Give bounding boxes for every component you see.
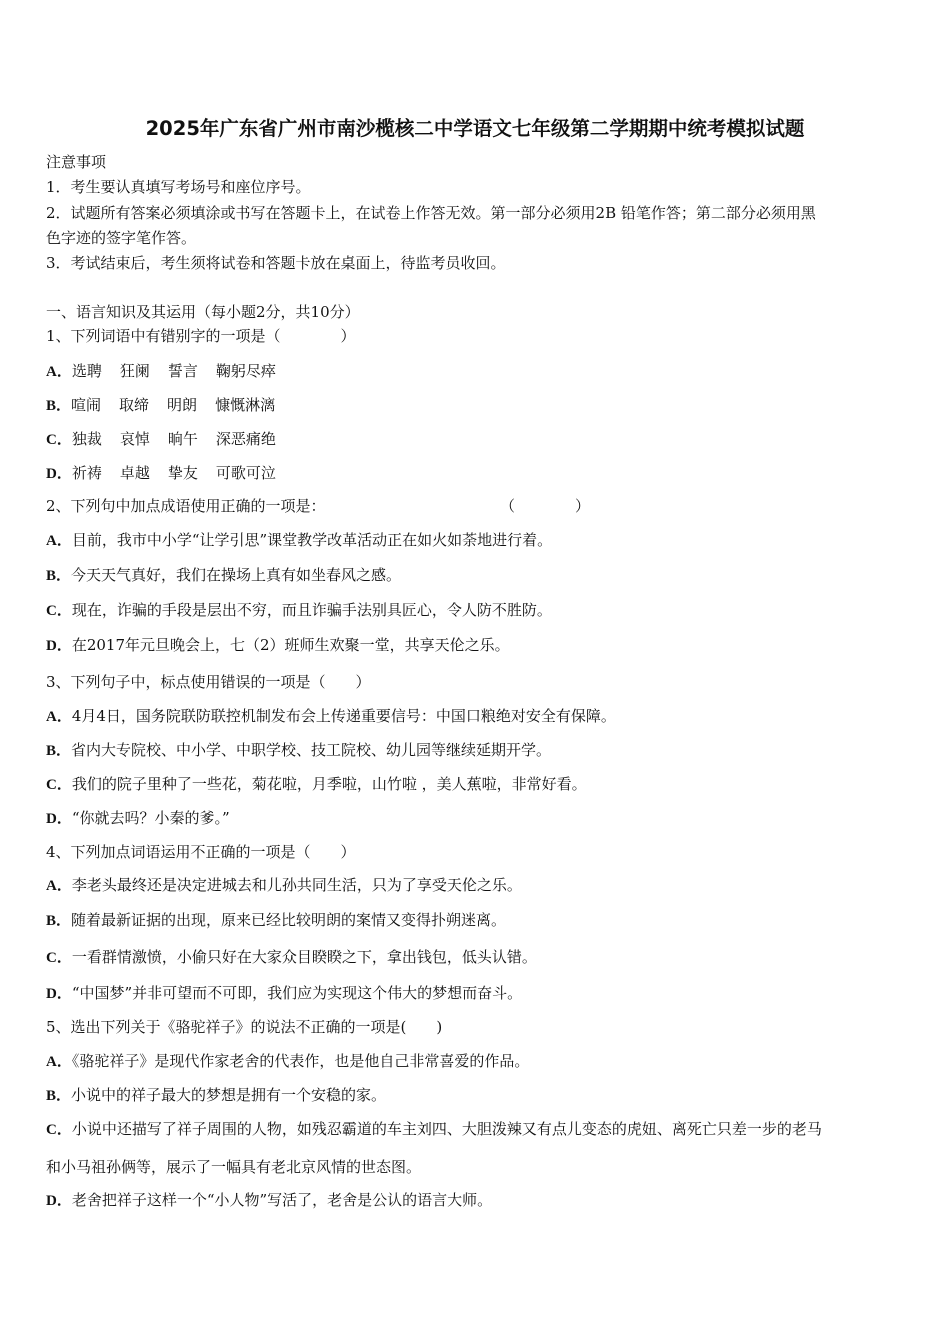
option-letter: D． xyxy=(46,811,72,827)
notice-heading: 注意事项 xyxy=(46,153,107,171)
option-word: 晌午 xyxy=(167,430,198,448)
option-row xyxy=(46,983,522,1004)
option-text: 目前，我市中小学“让学引思”课堂教学改革活动正在如火如荼地进行着。 xyxy=(71,531,553,549)
option-letter: D． xyxy=(46,466,72,482)
notice-item: 3．考试结束后，考生须将试卷和答题卡放在桌面上，待监考员收回。 xyxy=(46,254,506,272)
option-row xyxy=(46,706,616,727)
option-row xyxy=(46,635,510,656)
option-word: 深恶痛绝 xyxy=(215,430,276,448)
option-word: 选聘 xyxy=(71,362,102,380)
question-stem: 4、下列加点词语运用不正确的一项是（ ） xyxy=(46,843,356,861)
option-word: 卓越 xyxy=(119,464,150,482)
option-text: 《骆驼祥子》是现代作家老舍的代表作，也是他自己非常喜爱的作品。 xyxy=(71,1052,530,1070)
question-stem: 5、选出下列关于《骆驼祥子》的说法不正确的一项是( ) xyxy=(46,1018,443,1036)
option-word: 鞠躬尽瘁 xyxy=(215,362,276,380)
notice-item: 色字迹的签字笔作答。 xyxy=(46,229,197,247)
question-stem-text: 2、下列句中加点成语使用正确的一项是： xyxy=(46,497,326,515)
option-letter: B． xyxy=(46,743,72,759)
question-stem: 3、下列句子中，标点使用错误的一项是（ ） xyxy=(46,673,371,691)
option-word: 独裁 xyxy=(71,430,102,448)
option-word: 取缔 xyxy=(119,396,150,414)
notice-item: 2．试题所有答案必须填涂或书写在答题卡上，在试卷上作答无效。第一部分必须用2B 铅笔作答；第二部分必须用黑 xyxy=(46,204,816,222)
question-stem: 1、下列词语中有错别字的一项是（ ） xyxy=(46,327,356,345)
option-row xyxy=(46,361,276,382)
option-letter: B． xyxy=(46,913,72,929)
option-row xyxy=(46,740,551,761)
option-word: 祈祷 xyxy=(71,464,102,482)
option-word: 挚友 xyxy=(167,464,198,482)
option-text: 今天天气真好，我们在操场上真有如坐春风之感。 xyxy=(71,566,402,584)
option-word: 誓言 xyxy=(167,362,198,380)
option-row xyxy=(46,600,552,621)
option-letter: A． xyxy=(46,533,72,549)
option-letter: A． xyxy=(46,878,72,894)
option-row xyxy=(46,565,401,586)
option-text: 省内大专院校、中小学、中职学校、技工院校、幼儿园等继续延期开学。 xyxy=(71,741,552,759)
option-row xyxy=(46,774,587,795)
option-word: 哀悼 xyxy=(119,430,150,448)
option-letter: C． xyxy=(46,777,72,793)
option-letter: C． xyxy=(46,1122,72,1138)
option-row xyxy=(46,1085,386,1106)
section-heading: 一、语言知识及其运用（每小题2分，共10分） xyxy=(46,303,360,321)
option-text: 李老头最终还是决定进城去和儿孙共同生活，只为了享受天伦之乐。 xyxy=(71,876,522,894)
option-row xyxy=(46,463,276,484)
option-letter: A． xyxy=(46,364,72,380)
notice-item: 1．考生要认真填写考场号和座位序号。 xyxy=(46,178,311,196)
option-word: 狂阑 xyxy=(119,362,150,380)
option-row xyxy=(46,808,230,829)
option-letter: D． xyxy=(46,986,72,1002)
option-row xyxy=(46,1051,529,1072)
option-letter: B． xyxy=(46,568,72,584)
option-letter: A． xyxy=(46,709,72,725)
option-letter: C． xyxy=(46,603,72,619)
option-text: 在2017年元旦晚会上，七（2）班师生欢聚一堂，共享天伦之乐。 xyxy=(71,636,510,654)
option-text: 现在，诈骗的手段是层出不穷，而且诈骗手法别具匠心，令人防不胜防。 xyxy=(71,601,552,619)
option-row xyxy=(46,875,522,896)
option-text: “中国梦”并非可望而不可即，我们应为实现这个伟大的梦想而奋斗。 xyxy=(71,984,523,1002)
option-word: 可歌可泣 xyxy=(215,464,276,482)
option-letter: A． xyxy=(46,1054,72,1070)
option-row xyxy=(46,1119,822,1140)
option-text: 随着最新证据的出现，原来已经比较明朗的案情又变得扑朔迷离。 xyxy=(71,911,507,929)
option-row xyxy=(46,530,552,551)
option-text: 一看群情激愤，小偷只好在大家众目睽睽之下，拿出钱包，低头认错。 xyxy=(71,948,537,966)
option-word: 慷慨淋漓 xyxy=(215,396,276,414)
option-letter: C． xyxy=(46,432,72,448)
option-row xyxy=(46,395,275,416)
option-letter: B． xyxy=(46,398,72,414)
option-row xyxy=(46,910,506,931)
option-word: 喧闹 xyxy=(71,396,102,414)
option-text: 小说中还描写了祥子周围的人物，如残忍霸道的车主刘四、大胆泼辣又有点儿变态的虎妞、离死亡只差一步的老马 xyxy=(71,1120,822,1138)
option-letter: C． xyxy=(46,950,72,966)
option-text: “你就去吗？小秦的爹。” xyxy=(71,809,230,827)
option-continuation: 和小马祖孙俩等，展示了一幅具有老北京风情的世态图。 xyxy=(46,1158,422,1176)
option-row xyxy=(46,947,537,968)
option-text: 我们的院子里种了一些花，菊花啦，月季啦，山竹啦 ，美人蕉啦，非常好看。 xyxy=(71,775,587,793)
option-text: 小说中的祥子最大的梦想是拥有一个安稳的家。 xyxy=(71,1086,387,1104)
option-row xyxy=(46,429,276,450)
answer-paren: （ ） xyxy=(500,497,591,515)
option-word: 明朗 xyxy=(167,396,198,414)
option-letter: B． xyxy=(46,1088,72,1104)
option-text: 4月4日，国务院联防联控机制发布会上传递重要信号：中国口粮绝对安全有保障。 xyxy=(71,707,616,725)
question-stem xyxy=(46,496,326,516)
option-row xyxy=(46,1190,492,1211)
option-letter: D． xyxy=(46,638,72,654)
option-text: 老舍把祥子这样一个“小人物”写活了，老舍是公认的语言大师。 xyxy=(71,1191,493,1209)
option-letter: D． xyxy=(46,1193,72,1209)
page-title: 2025年广东省广州市南沙榄核二中学语文七年级第二学期期中统考模拟试题 xyxy=(145,117,805,140)
